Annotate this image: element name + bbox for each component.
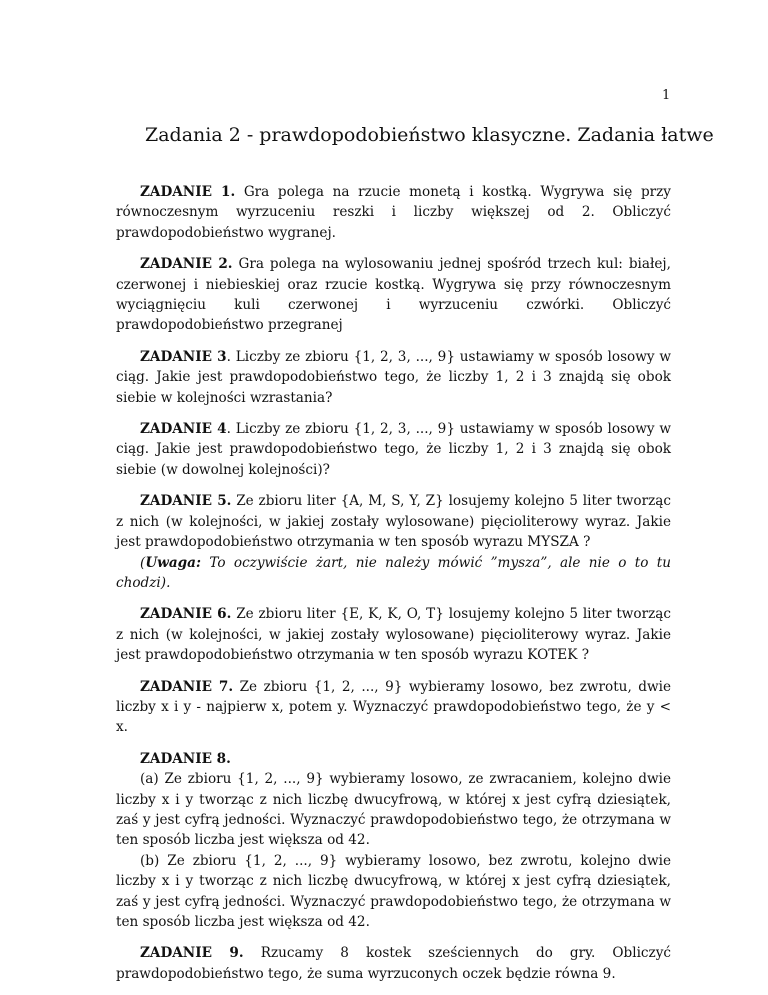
task-text: . Liczby ze zbioru {1, 2, 3, ..., 9} ustawiamy w sposób losowy w ciąg. Jakie jest prawdopodobieństwo tego, że liczby 1, 2 i 3 znajdą się obok siebie w kolejności wzrastania? bbox=[116, 348, 671, 406]
task-9 bbox=[116, 943, 671, 984]
task-1 bbox=[116, 182, 671, 243]
note-label: Uwaga: bbox=[145, 554, 202, 571]
task-6 bbox=[116, 604, 671, 665]
task-2 bbox=[116, 254, 671, 336]
task-7 bbox=[116, 677, 671, 738]
task-5 bbox=[116, 491, 671, 593]
page-title: Zadania 2 - prawdopodobieństwo klasyczne. Zadania łatwe bbox=[145, 124, 714, 146]
task-text: Ze zbioru liter {A, M, S, Y, Z} losujemy kolejno 5 liter tworząc z nich (w kolejności, w jakiej zostały wylosowane) pięcioliterowy wyraz. Jakie jest prawdopodobieństwo otrzymania w ten sposób wyrazu MYSZA ? bbox=[116, 493, 671, 551]
task-text: Gra polega na rzucie monetą i kostką. Wygrywa się przy równoczesnym wyrzuceniu reszki i liczby większej od 2. Obliczyć prawdopodobieństwo wygranej. bbox=[116, 184, 671, 241]
task-label: ZADANIE 3 bbox=[140, 348, 227, 365]
page-number: 1 bbox=[662, 88, 671, 103]
task-label: ZADANIE 9. bbox=[140, 945, 244, 962]
task-part-a: (a) Ze zbioru {1, 2, ..., 9} wybieramy losowo, ze zwracaniem, kolejno dwie liczby x i y tworząc z nich liczbę dwucyfrową, w której x jest cyfrą dziesiątek, zaś y jest cyfrą jedności. Wyznaczyć prawdopodobieństwo tego, że otrzymana w ten sposób liczba jest większa od 42. bbox=[116, 771, 671, 849]
task-label: ZADANIE 2. bbox=[140, 256, 233, 273]
task-text: Rzucamy 8 kostek sześciennych do gry. Obliczyć prawdopodobieństwo tego, że suma wyrzuconych oczek będzie równa 9. bbox=[116, 945, 671, 982]
task-8 bbox=[116, 749, 671, 933]
task-label: ZADANIE 6. bbox=[140, 606, 232, 623]
task-label: ZADANIE 1. bbox=[140, 184, 236, 200]
task-label: ZADANIE 7. bbox=[140, 678, 234, 695]
task-label: ZADANIE 4 bbox=[140, 421, 227, 438]
note-text: To oczywiście żart, nie należy mówić ”mysza”, ale nie o to tu chodzi). bbox=[116, 554, 671, 591]
task-note: (Uwaga: To oczywiście żart, nie należy mówić ”mysza”, ale nie o to tu chodzi). bbox=[116, 554, 671, 591]
task-text: Ze zbioru liter {E, K, K, O, T} losujemy kolejno 5 liter tworząc z nich (w kolejności, w jakiej zostały wylosowane) pięcioliterowy wyraz. Jakie jest prawdopodobieństwo otrzymania w ten sposób wyrazu KOTEK ? bbox=[116, 606, 671, 664]
task-text: Ze zbioru {1, 2, ..., 9} wybieramy losowo, bez zwrotu, dwie liczby x i y - najpierw x, potem y. Wyznaczyć prawdopodobieństwo tego, że y < x. bbox=[116, 678, 671, 736]
task-text: . Liczby ze zbioru {1, 2, 3, ..., 9} ustawiamy w sposób losowy w ciąg. Jakie jest prawdopodobieństwo tego, że liczby 1, 2 i 3 znajdą się obok siebie (w dowolnej kolejności)? bbox=[116, 421, 671, 478]
task-part-b: (b) Ze zbioru {1, 2, ..., 9} wybieramy losowo, bez zwrotu, kolejno dwie liczby x i y tworząc z nich liczbę dwucyfrową, w której x jest cyfrą dziesiątek, zaś y jest cyfrą jedności. Wyznaczyć prawdopodobieństwo tego, że otrzymana w ten sposób liczba jest większa od 42. bbox=[116, 852, 671, 930]
task-label: ZADANIE 8. bbox=[140, 750, 231, 767]
task-3 bbox=[116, 347, 671, 408]
task-list bbox=[116, 182, 671, 995]
task-text: Gra polega na wylosowaniu jednej spośród trzech kul: białej, czerwonej i niebieskiej oraz rzucie kostką. Wygrywa się przy równoczesnym wyciągnięciu kuli czerwonej i wyrzuceniu czwórki. Obliczyć prawdopodobieństwo przegranej bbox=[116, 256, 671, 334]
task-4 bbox=[116, 419, 671, 480]
task-label: ZADANIE 5. bbox=[140, 493, 232, 510]
